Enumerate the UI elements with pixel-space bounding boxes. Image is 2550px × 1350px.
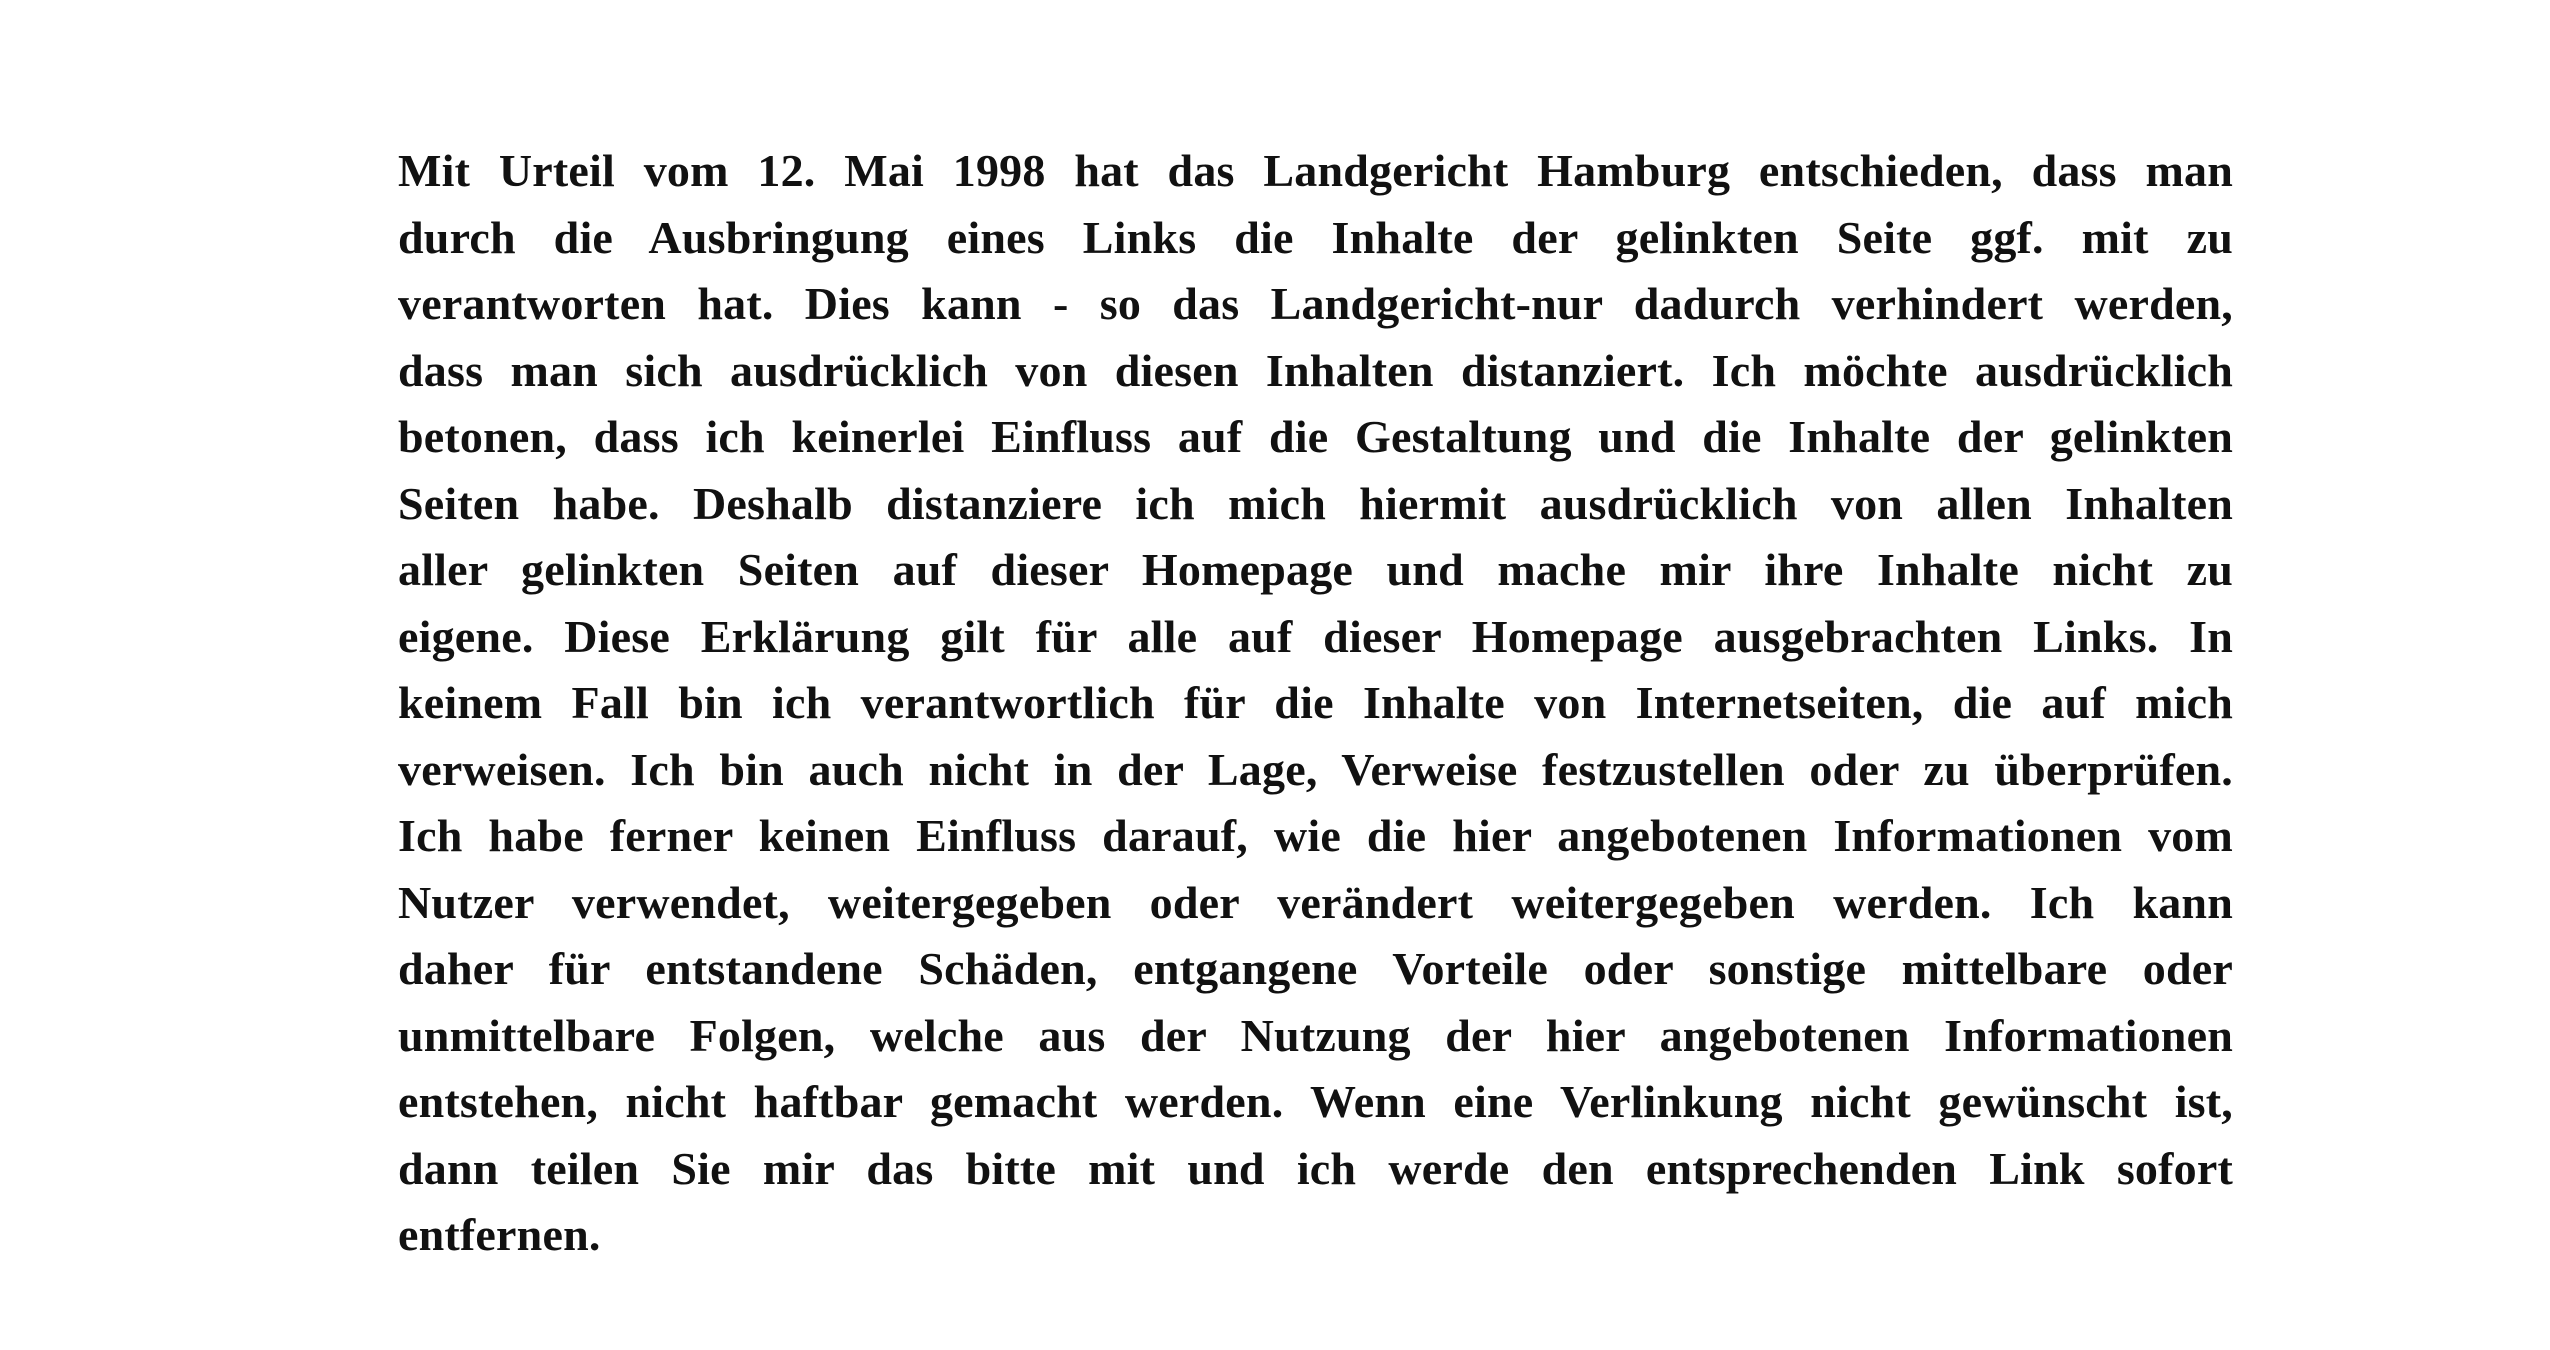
text-line: Mit Urteil vom 12. Mai 1998 hat das Landgericht Hamburg entschieden, dass man: [398, 145, 2233, 196]
text-line: verweisen. Ich bin auch nicht in der Lage, Verweise festzustellen oder zu überprüfen.: [398, 743, 2233, 795]
text-line: eigene. Diese Erklärung gilt für alle auf dieser Homepage ausgebrachten Links. In: [398, 610, 2233, 662]
text-line: unmittelbare Folgen, welche aus der Nutzung der hier angebotenen Informationen: [398, 1009, 2233, 1061]
text-line: entfernen.: [398, 1209, 601, 1260]
text-line: verantworten hat. Dies kann - so das Landgericht-nur dadurch verhindert werden,: [398, 278, 2233, 329]
text-line: dass man sich ausdrücklich von diesen Inhalten distanziert. Ich möchte ausdrücklich: [398, 344, 2233, 396]
text-line: daher für entstandene Schäden, entgangene Vorteile oder sonstige mittelbare oder: [398, 943, 2233, 994]
text-line: aller gelinkten Seiten auf dieser Homepage und mache mir ihre Inhalte nicht zu: [398, 544, 2233, 595]
text-line: betonen, dass ich keinerlei Einfluss auf die Gestaltung und die Inhalte der gelinkten: [398, 411, 2233, 462]
disclaimer-paragraph: [398, 138, 2233, 1269]
text-line: keinem Fall bin ich verantwortlich für die Inhalte von Internetseiten, die auf mich: [398, 677, 2233, 728]
text-line: Nutzer verwendet, weitergegeben oder verändert weitergegeben werden. Ich kann: [398, 876, 2233, 928]
text-line: durch die Ausbringung eines Links die Inhalte der gelinkten Seite ggf. mit zu: [398, 211, 2233, 263]
text-line: Ich habe ferner keinen Einfluss darauf, wie die hier angebotenen Informationen vom: [398, 810, 2233, 861]
text-line: dann teilen Sie mir das bitte mit und ich werde den entsprechenden Link sofort: [398, 1142, 2233, 1194]
text-line: entstehen, nicht haftbar gemacht werden. Wenn eine Verlinkung nicht gewünscht ist,: [398, 1076, 2233, 1127]
text-line: Seiten habe. Deshalb distanziere ich mich hiermit ausdrücklich von allen Inhalten: [398, 477, 2233, 529]
